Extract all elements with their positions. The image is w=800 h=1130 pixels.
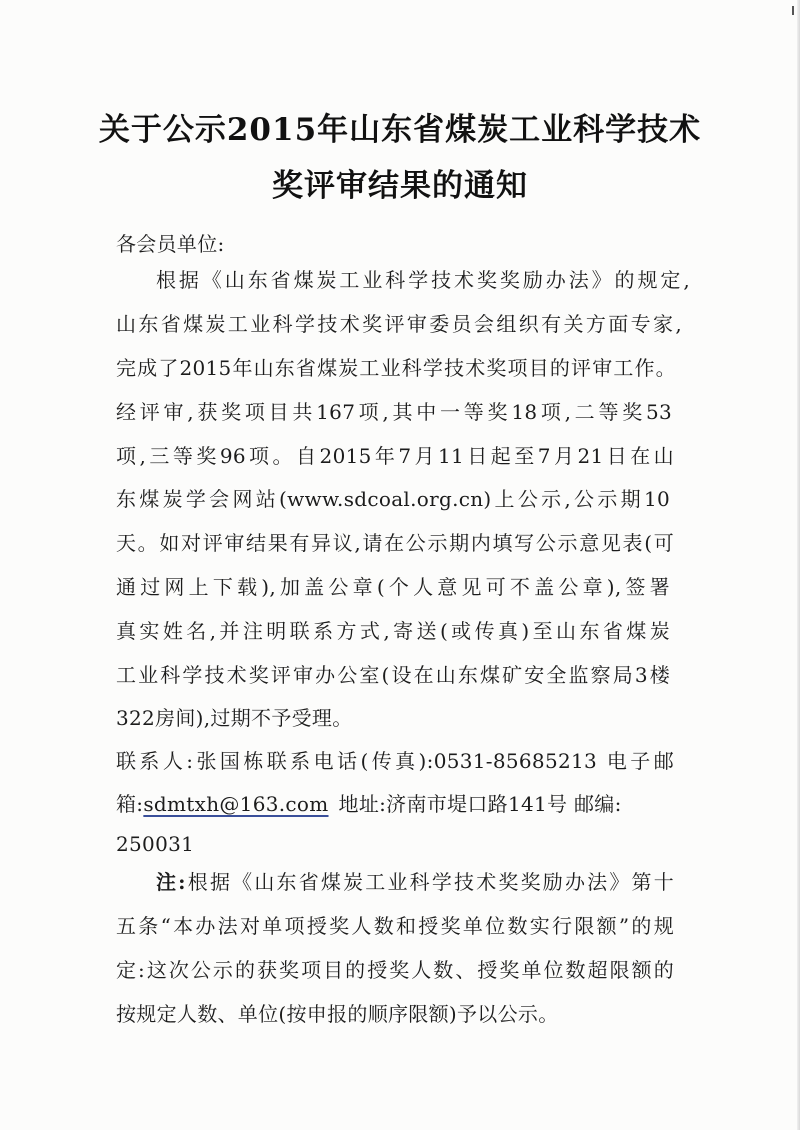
scan-mark — [792, 6, 794, 15]
body-line-5: 项,三等奖96项。自2015年7月11日起至7月21日在山 — [116, 444, 674, 468]
note-line-1 — [156, 866, 674, 895]
body-line-10: 工业科学技术奖评审办公室(设在山东煤矿安全监察局3楼 — [116, 663, 670, 687]
salutation: 各会员单位: — [116, 232, 225, 256]
body-line-2: 山东省煤炭工业科学技术奖评审委员会组织有关方面专家, — [116, 312, 682, 336]
document-title-line-2: 奖评审结果的通知 — [272, 168, 528, 204]
note-line-4: 按规定人数、单位(按申报的顺序限额)予以公示。 — [116, 1002, 559, 1026]
body-line-11: 322房间),过期不予受理。 — [116, 706, 353, 730]
body-line-6: 东煤炭学会网站(www.sdcoal.org.cn)上公示,公示期10 — [116, 487, 670, 511]
body-line-8: 通过网上下载),加盖公章(个人意见可不盖公章),签署 — [116, 575, 670, 599]
body-line-4: 经评审,获奖项目共167项,其中一等奖18项,二等奖53 — [116, 400, 672, 424]
body-line-9: 真实姓名,并注明联系方式,寄送(或传真)至山东省煤炭 — [116, 619, 670, 643]
note-line-2: 五条“本办法对单项授奖人数和授奖单位数实行限额”的规 — [116, 914, 674, 938]
document-title-line-1: 关于公示2015年山东省煤炭工业科学技术 — [98, 112, 702, 148]
contact-email-prefix: 箱: — [116, 792, 144, 816]
note-line-3: 定:这次公示的获奖项目的授奖人数、授奖单位数超限额的 — [116, 958, 674, 982]
contact-postcode: 250031 — [116, 832, 195, 856]
contact-address: 地址:济南市堤口路141号 邮编: — [338, 792, 622, 816]
body-line-3: 完成了2015年山东省煤炭工业科学技术奖项目的评审工作。 — [116, 356, 676, 380]
contact-line-2 — [116, 788, 622, 817]
note-label: 注: — [156, 870, 186, 894]
contact-line-1: 联系人:张国栋联系电话(传真):0531-85685213 电子邮 — [116, 749, 674, 773]
contact-email-link[interactable]: sdmtxh@163.com — [143, 792, 329, 816]
note-line-1-text: 根据《山东省煤炭工业科学技术奖奖励办法》第十 — [185, 870, 674, 894]
body-line-1: 根据《山东省煤炭工业科学技术奖奖励办法》的规定, — [156, 268, 690, 292]
body-line-7: 天。如对评审结果有异议,请在公示期内填写公示意见表(可 — [116, 531, 674, 555]
